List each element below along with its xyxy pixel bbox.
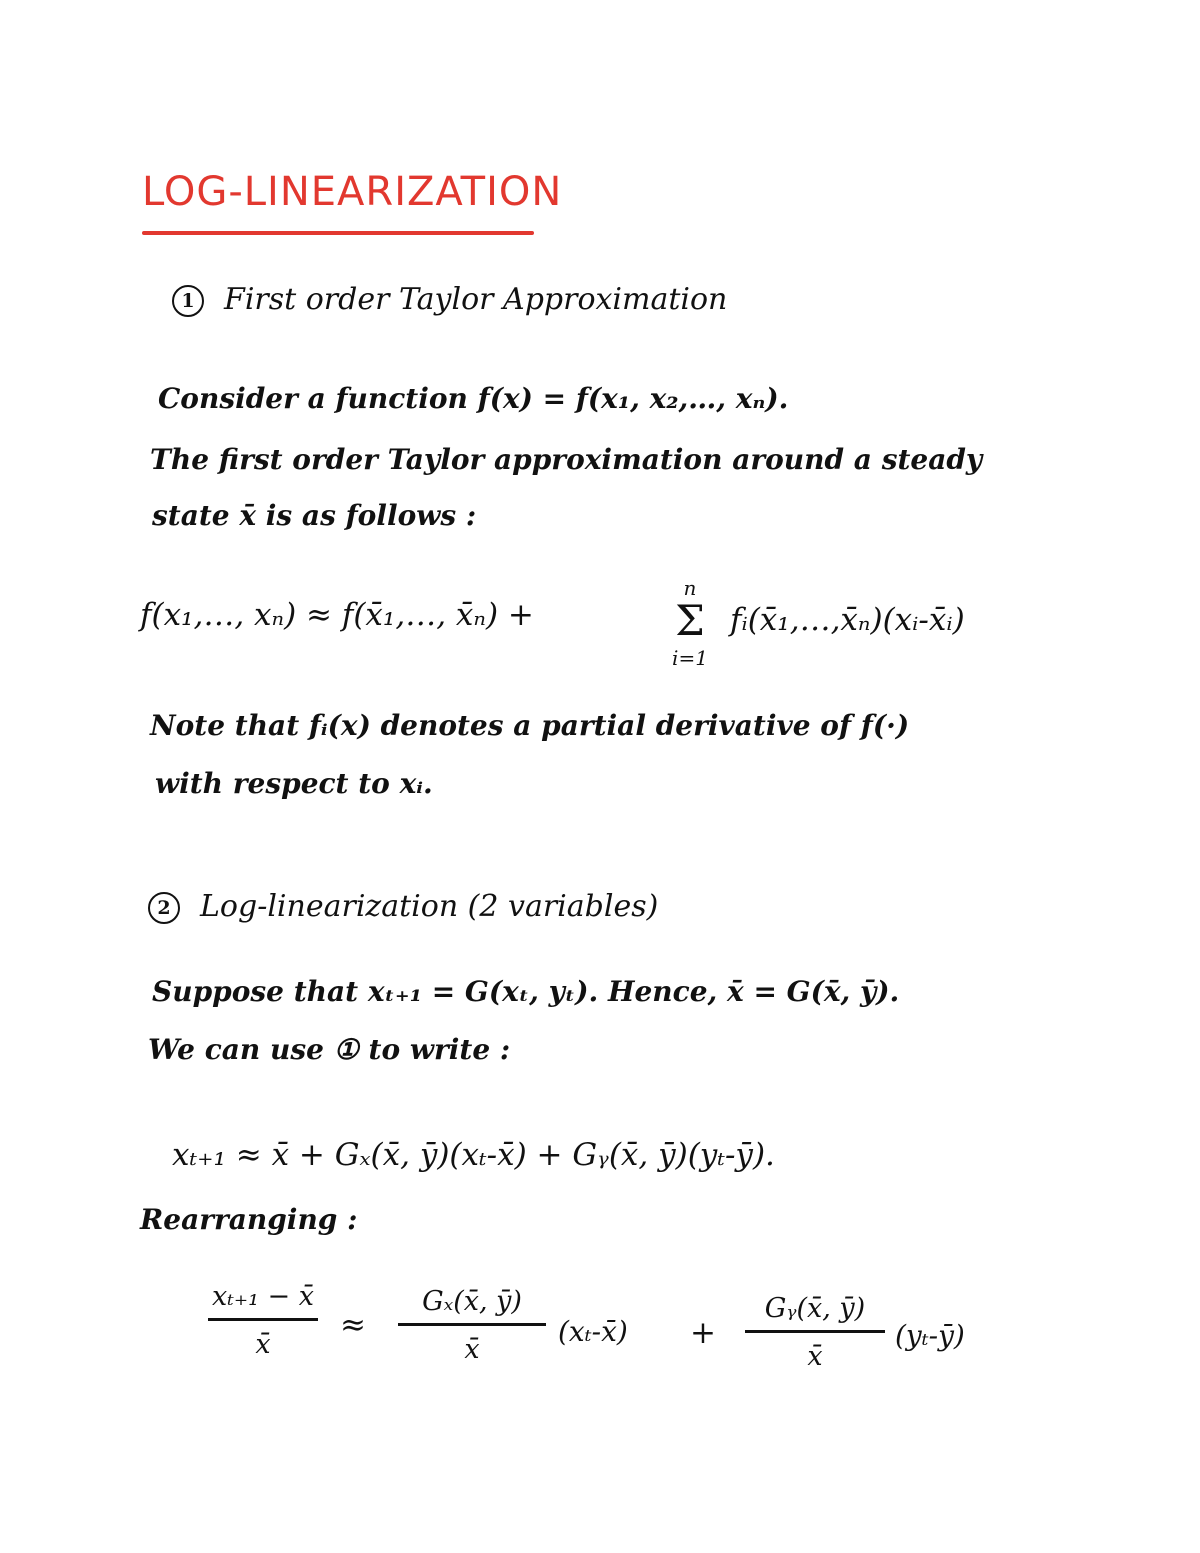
section1-line1: Consider a function f(x) = f(x₁, x₂,…, xₙ).: [158, 382, 789, 415]
title-underline: [142, 231, 534, 235]
section1-number: 1: [172, 285, 204, 317]
summation-symbol: Σ: [675, 596, 705, 645]
section2-heading-text: Log-linearization (2 variables): [200, 889, 659, 924]
section2-heading: [148, 889, 659, 924]
fraction-lhs-numerator: xₜ₊₁ − x̄: [212, 1281, 314, 1312]
approx-sign: ≈: [340, 1307, 366, 1343]
plus-sign: +: [690, 1315, 716, 1351]
fraction-gy: [745, 1295, 885, 1370]
fraction-gy-denominator: x̄: [807, 1340, 823, 1372]
taylor-formula-right: fᵢ(x̄₁,…,x̄ₙ)(xᵢ-x̄ᵢ): [730, 602, 965, 638]
fraction-lhs: [208, 1283, 318, 1358]
section1-line3: state x̄ is as follows :: [152, 499, 477, 532]
summation: [660, 578, 720, 668]
section1-line2: The first order Taylor approximation around a steady: [150, 443, 983, 476]
section1-heading: [172, 282, 728, 317]
fraction-lhs-denominator: x̄: [255, 1328, 271, 1360]
section2-line2: We can use ① to write :: [148, 1033, 511, 1066]
page-title: LOG-LINEARIZATION: [142, 169, 563, 215]
term-x-deviation: (xₜ-x̄): [558, 1315, 628, 1348]
section2-number: 2: [148, 892, 180, 924]
rearranging-label: Rearranging :: [140, 1203, 358, 1236]
section1-heading-text: First order Taylor Approximation: [224, 282, 728, 317]
summation-lower-limit: i=1: [672, 646, 708, 670]
section1-note-line2: with respect to xᵢ.: [155, 767, 433, 800]
fraction-gx: [398, 1288, 546, 1363]
summation-upper-limit: n: [683, 576, 697, 600]
term-y-deviation: (yₜ-ȳ): [895, 1319, 965, 1352]
section2-formula: xₜ₊₁ ≈ x̄ + Gₓ(x̄, ȳ)(xₜ-x̄) + Gᵧ(x̄, ȳ)(yₜ-ȳ).: [172, 1137, 775, 1173]
taylor-formula-left: f(x₁,…, xₙ) ≈ f(x̄₁,…, x̄ₙ) +: [140, 597, 534, 633]
fraction-gx-numerator: Gₓ(x̄, ȳ): [422, 1286, 522, 1317]
fraction-gx-denominator: x̄: [464, 1333, 480, 1365]
section1-note-line1: Note that fᵢ(x) denotes a partial derivative of f(·): [150, 709, 910, 742]
fraction-gy-numerator: Gᵧ(x̄, ȳ): [764, 1293, 866, 1324]
section2-line1: Suppose that xₜ₊₁ = G(xₜ, yₜ). Hence, x̄ = G(x̄, ȳ).: [152, 975, 900, 1008]
